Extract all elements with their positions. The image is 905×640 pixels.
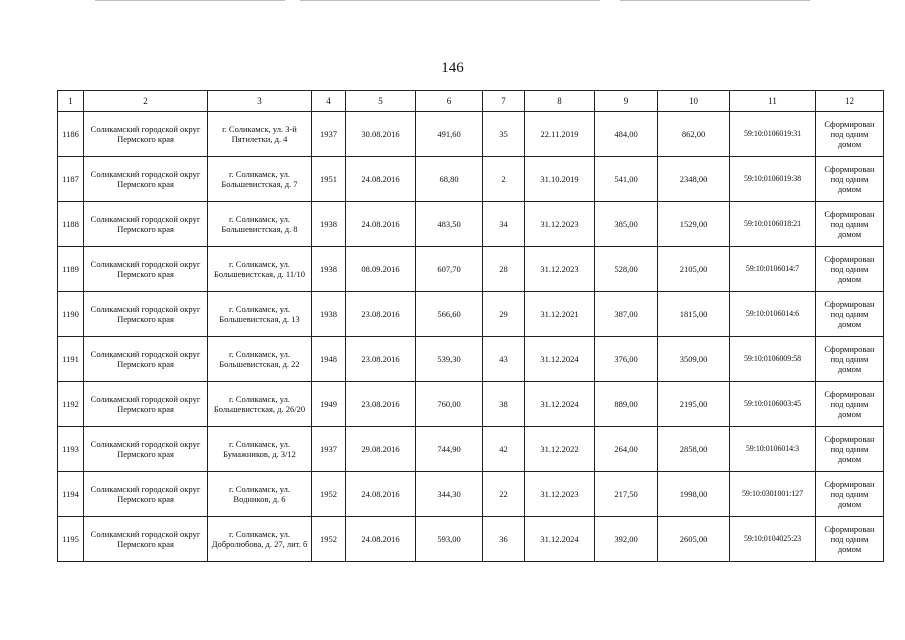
residents-cell: 22 <box>483 472 525 517</box>
area-cell: 491,60 <box>416 112 483 157</box>
address-cell: г. Соликамск, ул. Бумажников, д. 3/12 <box>208 427 312 472</box>
table-row <box>58 157 884 202</box>
norm-area-cell: 862,00 <box>658 112 730 157</box>
municipality-cell: Соликамский городской округ Пермского края <box>84 472 208 517</box>
table-row <box>58 292 884 337</box>
row-number-cell: 1193 <box>58 427 84 472</box>
row-number-cell: 1195 <box>58 517 84 562</box>
norm-area-cell: 2195,00 <box>658 382 730 427</box>
status-cell: Сформирован под одним домом <box>816 202 884 247</box>
area-cell: 760,00 <box>416 382 483 427</box>
norm-area-cell: 2348,00 <box>658 157 730 202</box>
header-cell: 3 <box>208 91 312 112</box>
deadline-cell: 31.12.2024 <box>525 337 595 382</box>
date-cell: 23.08.2016 <box>346 337 416 382</box>
status-cell: Сформирован под одним домом <box>816 517 884 562</box>
area-cell: 607,70 <box>416 247 483 292</box>
deadline-cell: 31.12.2024 <box>525 517 595 562</box>
row-number-cell: 1186 <box>58 112 84 157</box>
year-built-cell: 1948 <box>312 337 346 382</box>
land-area-cell: 541,00 <box>595 157 658 202</box>
norm-area-cell: 3509,00 <box>658 337 730 382</box>
header-cell: 12 <box>816 91 884 112</box>
cadastral-number-cell: 59:10:0106018:21 <box>730 202 816 247</box>
date-cell: 24.08.2016 <box>346 517 416 562</box>
table-row <box>58 517 884 562</box>
status-cell: Сформирован под одним домом <box>816 292 884 337</box>
land-area-cell: 217,50 <box>595 472 658 517</box>
status-cell: Сформирован под одним домом <box>816 157 884 202</box>
area-cell: 744,90 <box>416 427 483 472</box>
address-cell: г. Соликамск, ул. Водников, д. 6 <box>208 472 312 517</box>
municipality-cell: Соликамский городской округ Пермского края <box>84 112 208 157</box>
municipality-cell: Соликамский городской округ Пермского края <box>84 337 208 382</box>
deadline-cell: 31.12.2022 <box>525 427 595 472</box>
cadastral-number-cell: 59:10:0106014:6 <box>730 292 816 337</box>
row-number-cell: 1192 <box>58 382 84 427</box>
residents-cell: 42 <box>483 427 525 472</box>
header-cell: 9 <box>595 91 658 112</box>
land-area-cell: 264,00 <box>595 427 658 472</box>
table-row <box>58 337 884 382</box>
land-area-cell: 392,00 <box>595 517 658 562</box>
year-built-cell: 1937 <box>312 112 346 157</box>
residents-cell: 34 <box>483 202 525 247</box>
norm-area-cell: 2105,00 <box>658 247 730 292</box>
area-cell: 68,80 <box>416 157 483 202</box>
row-number-cell: 1187 <box>58 157 84 202</box>
header-cell: 10 <box>658 91 730 112</box>
residents-cell: 35 <box>483 112 525 157</box>
residents-cell: 43 <box>483 337 525 382</box>
top-rule-middle <box>300 0 600 1</box>
status-cell: Сформирован под одним домом <box>816 337 884 382</box>
municipality-cell: Соликамский городской округ Пермского края <box>84 382 208 427</box>
date-cell: 08.09.2016 <box>346 247 416 292</box>
deadline-cell: 31.12.2023 <box>525 472 595 517</box>
residents-cell: 36 <box>483 517 525 562</box>
date-cell: 24.08.2016 <box>346 157 416 202</box>
norm-area-cell: 1815,00 <box>658 292 730 337</box>
area-cell: 539,30 <box>416 337 483 382</box>
header-cell: 4 <box>312 91 346 112</box>
header-cell: 6 <box>416 91 483 112</box>
area-cell: 566,60 <box>416 292 483 337</box>
year-built-cell: 1937 <box>312 427 346 472</box>
table-row <box>58 247 884 292</box>
row-number-cell: 1190 <box>58 292 84 337</box>
header-cell: 5 <box>346 91 416 112</box>
row-number-cell: 1191 <box>58 337 84 382</box>
header-row <box>58 91 884 112</box>
status-cell: Сформирован под одним домом <box>816 382 884 427</box>
row-number-cell: 1189 <box>58 247 84 292</box>
housing-registry-table <box>57 90 884 562</box>
municipality-cell: Соликамский городской округ Пермского края <box>84 517 208 562</box>
address-cell: г. Соликамск, ул. Большевистская, д. 7 <box>208 157 312 202</box>
land-area-cell: 387,00 <box>595 292 658 337</box>
year-built-cell: 1938 <box>312 202 346 247</box>
page-number: 146 <box>441 60 464 76</box>
table-row <box>58 382 884 427</box>
date-cell: 23.08.2016 <box>346 382 416 427</box>
cadastral-number-cell: 59:10:0106019:38 <box>730 157 816 202</box>
status-cell: Сформирован под одним домом <box>816 472 884 517</box>
year-built-cell: 1951 <box>312 157 346 202</box>
land-area-cell: 484,00 <box>595 112 658 157</box>
address-cell: г. Соликамск, ул. Большевистская, д. 22 <box>208 337 312 382</box>
norm-area-cell: 1529,00 <box>658 202 730 247</box>
norm-area-cell: 1998,00 <box>658 472 730 517</box>
cadastral-number-cell: 59:10:0106009:58 <box>730 337 816 382</box>
row-number-cell: 1188 <box>58 202 84 247</box>
cadastral-number-cell: 59:10:0104025:23 <box>730 517 816 562</box>
municipality-cell: Соликамский городской округ Пермского края <box>84 292 208 337</box>
table-row <box>58 427 884 472</box>
land-area-cell: 385,00 <box>595 202 658 247</box>
residents-cell: 38 <box>483 382 525 427</box>
norm-area-cell: 2858,00 <box>658 427 730 472</box>
year-built-cell: 1952 <box>312 472 346 517</box>
area-cell: 344,30 <box>416 472 483 517</box>
table-row <box>58 112 884 157</box>
table-row <box>58 472 884 517</box>
deadline-cell: 31.12.2021 <box>525 292 595 337</box>
year-built-cell: 1952 <box>312 517 346 562</box>
date-cell: 24.08.2016 <box>346 472 416 517</box>
address-cell: г. Соликамск, ул. 3-й Пятилетки, д. 4 <box>208 112 312 157</box>
status-cell: Сформирован под одним домом <box>816 427 884 472</box>
land-area-cell: 528,00 <box>595 247 658 292</box>
year-built-cell: 1949 <box>312 382 346 427</box>
deadline-cell: 31.10.2019 <box>525 157 595 202</box>
deadline-cell: 31.12.2024 <box>525 382 595 427</box>
header-cell: 11 <box>730 91 816 112</box>
residents-cell: 28 <box>483 247 525 292</box>
land-area-cell: 376,00 <box>595 337 658 382</box>
municipality-cell: Соликамский городской округ Пермского края <box>84 157 208 202</box>
address-cell: г. Соликамск, ул. Большевистская, д. 13 <box>208 292 312 337</box>
municipality-cell: Соликамский городской округ Пермского края <box>84 202 208 247</box>
status-cell: Сформирован под одним домом <box>816 112 884 157</box>
year-built-cell: 1938 <box>312 247 346 292</box>
table-row <box>58 202 884 247</box>
header-cell: 7 <box>483 91 525 112</box>
top-rule-right <box>620 0 810 1</box>
address-cell: г. Соликамск, ул. Большевистская, д. 26/20 <box>208 382 312 427</box>
address-cell: г. Соликамск, ул. Добролюбова, д. 27, лит. б <box>208 517 312 562</box>
deadline-cell: 22.11.2019 <box>525 112 595 157</box>
date-cell: 29.08.2016 <box>346 427 416 472</box>
date-cell: 23.08.2016 <box>346 292 416 337</box>
cadastral-number-cell: 59:10:0301001:127 <box>730 472 816 517</box>
year-built-cell: 1938 <box>312 292 346 337</box>
cadastral-number-cell: 59:10:0106014:7 <box>730 247 816 292</box>
status-cell: Сформирован под одним домом <box>816 247 884 292</box>
residents-cell: 29 <box>483 292 525 337</box>
top-rule-left <box>95 0 285 1</box>
date-cell: 24.08.2016 <box>346 202 416 247</box>
address-cell: г. Соликамск, ул. Большевистская, д. 8 <box>208 202 312 247</box>
deadline-cell: 31.12.2023 <box>525 202 595 247</box>
deadline-cell: 31.12.2023 <box>525 247 595 292</box>
cadastral-number-cell: 59:10:0106003:45 <box>730 382 816 427</box>
header-cell: 1 <box>58 91 84 112</box>
header-cell: 8 <box>525 91 595 112</box>
land-area-cell: 889,00 <box>595 382 658 427</box>
row-number-cell: 1194 <box>58 472 84 517</box>
cadastral-number-cell: 59:10:0106019:31 <box>730 112 816 157</box>
municipality-cell: Соликамский городской округ Пермского края <box>84 427 208 472</box>
area-cell: 593,00 <box>416 517 483 562</box>
norm-area-cell: 2605,00 <box>658 517 730 562</box>
area-cell: 483,50 <box>416 202 483 247</box>
municipality-cell: Соликамский городской округ Пермского края <box>84 247 208 292</box>
cadastral-number-cell: 59:10:0106014:3 <box>730 427 816 472</box>
address-cell: г. Соликамск, ул. Большевистская, д. 11/10 <box>208 247 312 292</box>
header-cell: 2 <box>84 91 208 112</box>
residents-cell: 2 <box>483 157 525 202</box>
date-cell: 30.08.2016 <box>346 112 416 157</box>
